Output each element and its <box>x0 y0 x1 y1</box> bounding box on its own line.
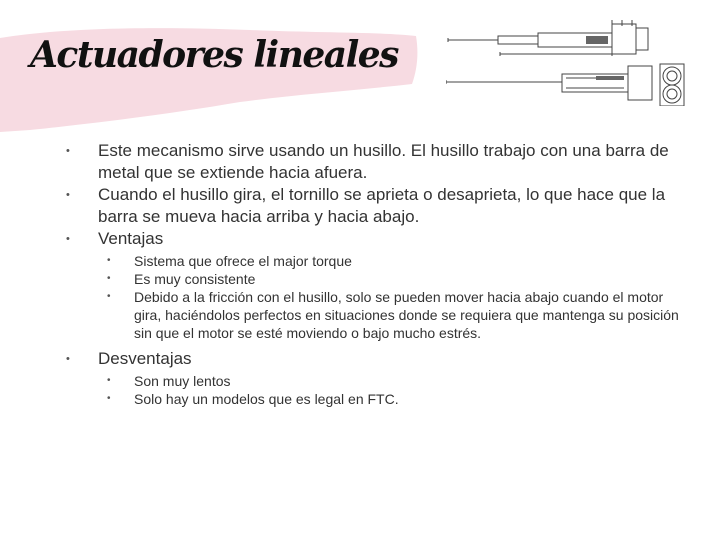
sub-bullet-icon: • <box>107 291 111 302</box>
bullet-item-ventajas <box>66 228 686 342</box>
bullet-item-desventajas <box>66 348 686 408</box>
bullet-item <box>66 184 686 228</box>
bullet-text: Cuando el husillo gira, el tornillo se aprieta o desaprieta, lo que hace que la barra se mueva hacia arriba y hacia abajo. <box>98 185 666 226</box>
bullet-icon: • <box>66 233 70 245</box>
sub-bullet-text: Solo hay un modelos que es legal en FTC. <box>134 391 399 407</box>
bullet-list <box>66 140 686 414</box>
sub-bullet-text: Son muy lentos <box>134 373 231 389</box>
sub-bullet-text: Debido a la fricción con el husillo, solo se pueden mover hacia abajo cuando el motor gira, haciéndolos perfectos en situaciones donde se requiera que mantenga su posición sin que el motor se esté moviendo o bajo mucho estrés. <box>134 289 679 341</box>
bullet-icon: • <box>66 189 70 201</box>
sub-bullet-icon: • <box>107 393 111 404</box>
sub-bullet-icon: • <box>107 255 111 266</box>
sub-bullet-item <box>66 288 686 342</box>
bullet-text: Desventajas <box>98 349 192 368</box>
linear-actuator-drawing-icon <box>446 16 694 106</box>
sub-bullet-icon: • <box>107 273 111 284</box>
sub-bullet-item <box>66 372 686 390</box>
sub-bullet-icon: • <box>107 375 111 386</box>
sub-bullet-item <box>66 270 686 288</box>
bullet-icon: • <box>66 353 70 365</box>
bullet-icon: • <box>66 145 70 157</box>
bullet-item <box>66 140 686 184</box>
sub-bullet-item <box>66 252 686 270</box>
sub-bullet-text: Es muy consistente <box>134 271 256 287</box>
bullet-text: Ventajas <box>98 229 164 248</box>
bullet-text: Este mecanismo sirve usando un husillo. El husillo trabajo con una barra de metal que se extiende hacia afuera. <box>98 141 669 182</box>
sub-bullet-text: Sistema que ofrece el major torque <box>134 253 352 269</box>
slide-title: Actuadores lineales <box>30 34 398 76</box>
sub-bullet-item <box>66 390 686 408</box>
